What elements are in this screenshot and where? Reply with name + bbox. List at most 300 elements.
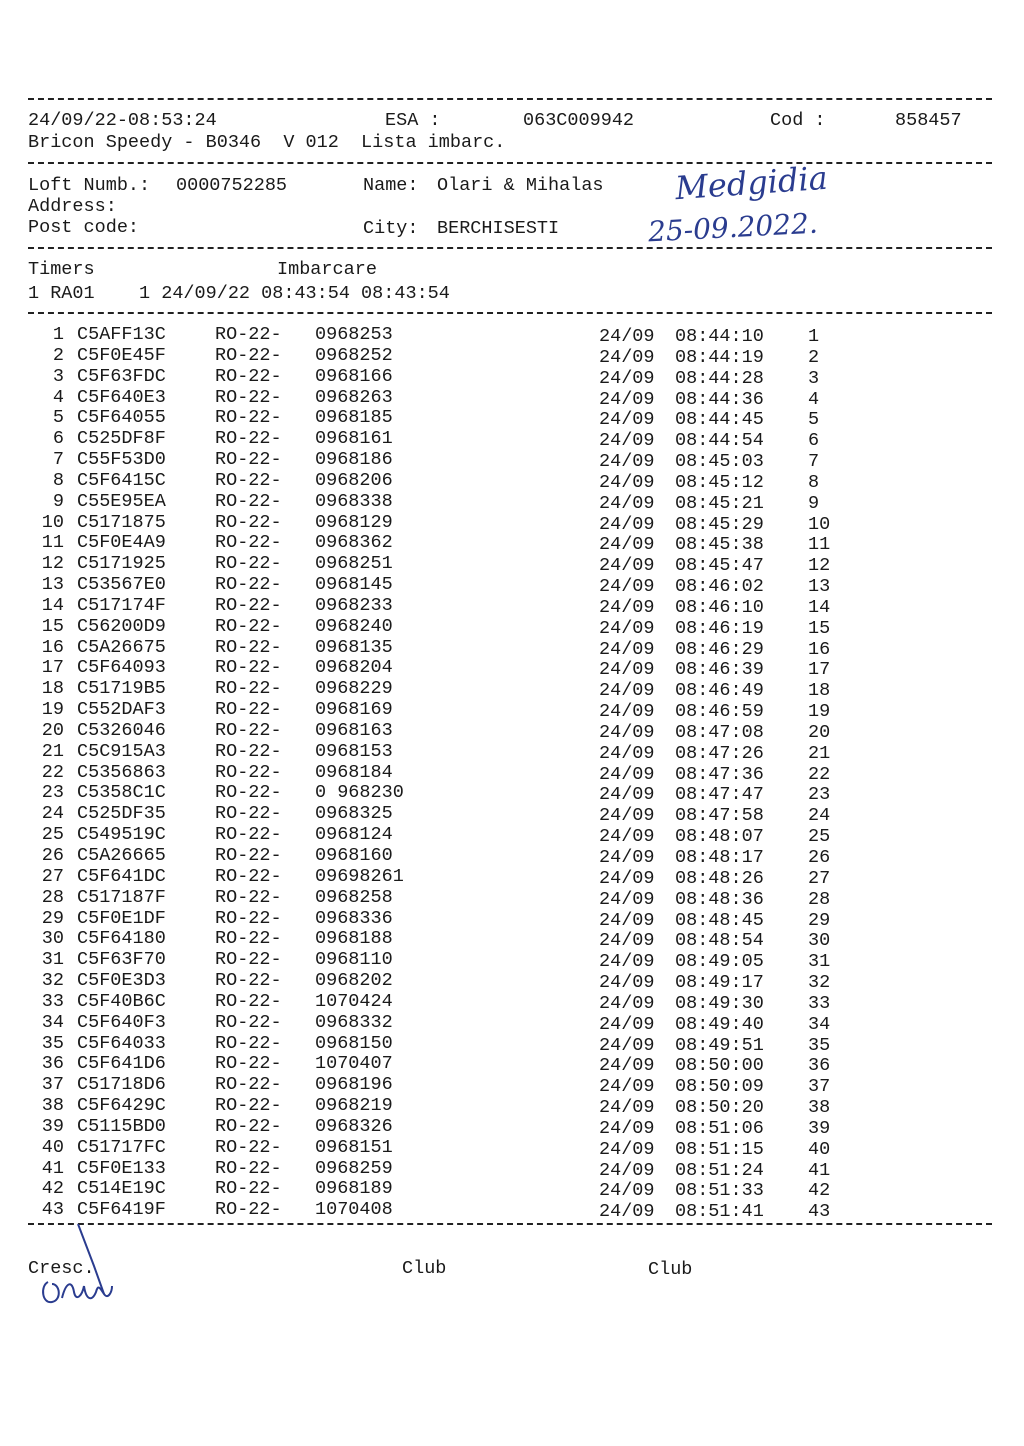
row-number: 19 (41, 699, 64, 721)
arrival-time: 08:45:47 (675, 555, 764, 577)
chip-id: C5F64033 (77, 1032, 166, 1054)
arrival-time: 08:45:03 (675, 451, 764, 473)
divider-bottom (28, 1223, 992, 1225)
ring-prefix: RO-22- (215, 1053, 282, 1075)
chip-id: C5F6429C (77, 1095, 166, 1117)
ring-prefix: RO-22- (215, 907, 282, 929)
chip-id: C51718D6 (77, 1074, 166, 1096)
city-value: BERCHISESTI (437, 218, 560, 239)
arrival-time: 08:45:29 (675, 513, 764, 535)
ring-number: 0968161 (315, 428, 393, 450)
chip-id: C5171925 (77, 553, 166, 575)
position: 20 (808, 721, 831, 743)
position: 26 (808, 847, 831, 868)
arrival-date: 24/09 (599, 805, 655, 827)
chip-id: C53567E0 (77, 574, 166, 596)
row-number: 39 (41, 1115, 64, 1137)
ring-number: 0968169 (315, 699, 393, 721)
name-value: Olari & Mihalas (437, 175, 604, 196)
postcode-label: Post code: (28, 217, 140, 238)
divider-loft (28, 247, 992, 249)
ring-prefix: RO-22- (215, 678, 282, 700)
table-row (0, 387, 1024, 408)
arrival-date: 24/09 (599, 1159, 655, 1181)
position: 35 (808, 1034, 831, 1056)
ring-number: 0968338 (315, 490, 393, 512)
table-row (0, 532, 1024, 556)
club-label-2: Club (648, 1259, 693, 1280)
position: 28 (808, 888, 831, 910)
row-number: 1 (52, 324, 64, 345)
arrival-time: 08:46:49 (675, 680, 764, 702)
ring-number: 0968186 (315, 449, 393, 471)
chip-id: C5F640F3 (77, 1011, 166, 1033)
arrival-time: 08:50:20 (675, 1097, 764, 1119)
row-number: 24 (41, 803, 64, 825)
table-row (0, 1158, 1024, 1179)
ring-prefix: RO-22- (215, 365, 282, 387)
table-row (0, 1053, 1024, 1077)
table-row (0, 970, 1024, 994)
chip-id: C552DAF3 (77, 699, 166, 721)
position: 31 (808, 951, 831, 973)
chip-id: C55F53D0 (77, 449, 166, 471)
arrival-date: 24/09 (599, 326, 655, 347)
position: 1 (808, 326, 820, 347)
arrival-time: 08:46:10 (675, 596, 764, 618)
table-row (0, 803, 1024, 827)
chip-id: C5F6419F (77, 1199, 166, 1221)
arrival-date: 24/09 (599, 430, 655, 452)
ring-number: 0968362 (315, 532, 393, 554)
row-number: 10 (41, 511, 64, 533)
arrival-date: 24/09 (599, 867, 655, 889)
ring-number: 0968185 (315, 407, 393, 429)
timer-line: 1 RA01 1 24/09/22 08:43:54 08:43:54 (28, 283, 450, 304)
chip-id: C525DF35 (77, 803, 166, 825)
position: 32 (808, 972, 831, 994)
table-row (0, 324, 1024, 345)
row-number: 23 (41, 782, 64, 804)
table-row (0, 512, 1024, 533)
ring-prefix: RO-22- (215, 490, 282, 512)
row-number: 25 (41, 824, 64, 846)
table-row (0, 491, 1024, 512)
row-number: 33 (41, 990, 64, 1012)
ring-prefix: RO-22- (215, 594, 282, 616)
position: 24 (808, 805, 831, 827)
row-number: 43 (41, 1199, 64, 1221)
ring-prefix: RO-22- (215, 324, 282, 345)
timers-label: Timers (28, 259, 95, 280)
table-row (0, 1178, 1024, 1202)
table-row (0, 1033, 1024, 1054)
row-number: 4 (52, 386, 64, 408)
arrival-date: 24/09 (599, 1034, 655, 1056)
ring-prefix: RO-22- (215, 574, 282, 596)
chip-id: C5F63F70 (77, 949, 166, 971)
arrival-date: 24/09 (599, 826, 655, 848)
arrival-date: 24/09 (599, 742, 655, 764)
position: 10 (808, 513, 831, 535)
chip-id: C514E19C (77, 1178, 166, 1200)
ring-number: 0968263 (315, 386, 393, 408)
chip-id: C5171875 (77, 511, 166, 533)
arrival-date: 24/09 (599, 576, 655, 598)
position: 37 (808, 1076, 831, 1098)
row-number: 36 (41, 1053, 64, 1075)
table-row (0, 428, 1024, 452)
ring-prefix: RO-22- (215, 699, 282, 721)
arrival-date: 24/09 (599, 972, 655, 994)
chip-id: C5358C1C (77, 782, 166, 804)
chip-id: C51717FC (77, 1136, 166, 1158)
chip-id: C5115BD0 (77, 1115, 166, 1137)
arrival-time: 08:47:26 (675, 742, 764, 764)
header-datetime: 24/09/22-08:53:24 (28, 110, 217, 131)
arrival-date: 24/09 (599, 638, 655, 660)
arrival-date: 24/09 (599, 1201, 655, 1223)
loft-label: Loft Numb.: (28, 175, 151, 196)
chip-id: C5F0E3D3 (77, 970, 166, 992)
arrival-time: 08:44:45 (675, 409, 764, 431)
arrival-time: 08:49:51 (675, 1034, 764, 1056)
position: 4 (808, 388, 820, 410)
ring-prefix: RO-22- (215, 845, 282, 866)
ring-number: 1070408 (315, 1199, 393, 1221)
esa-label: ESA : (385, 110, 441, 131)
row-number: 22 (41, 761, 64, 783)
arrival-date: 24/09 (599, 596, 655, 618)
arrival-time: 08:49:40 (675, 1013, 764, 1035)
row-number: 34 (41, 1011, 64, 1033)
position: 12 (808, 555, 831, 577)
address-label: Address: (28, 196, 117, 217)
position: 2 (808, 346, 820, 368)
arrival-time: 08:47:08 (675, 721, 764, 743)
position: 7 (808, 451, 820, 473)
ring-prefix: RO-22- (215, 657, 282, 679)
table-row (0, 637, 1024, 658)
row-number: 20 (41, 719, 64, 741)
city-label: City: (363, 218, 419, 239)
ring-prefix: RO-22- (215, 407, 282, 429)
position: 40 (808, 1138, 831, 1160)
table-row (0, 657, 1024, 681)
table-row (0, 741, 1024, 762)
arrival-time: 08:46:29 (675, 638, 764, 660)
table-row (0, 845, 1024, 866)
chip-id: C5A26665 (77, 845, 166, 866)
arrival-time: 08:49:30 (675, 992, 764, 1014)
arrival-time: 08:49:05 (675, 951, 764, 973)
row-number: 2 (52, 344, 64, 366)
ring-number: 0968326 (315, 1115, 393, 1137)
ring-number: 0968129 (315, 511, 393, 533)
chip-id: C5F64055 (77, 407, 166, 429)
arrival-date: 24/09 (599, 1097, 655, 1119)
position: 21 (808, 742, 831, 764)
ring-number: 0968163 (315, 719, 393, 741)
position: 17 (808, 659, 831, 681)
row-number: 7 (52, 449, 64, 471)
ring-number: 0968325 (315, 803, 393, 825)
arrival-time: 08:46:59 (675, 701, 764, 723)
position: 33 (808, 992, 831, 1014)
handwritten-date: 25-09.2022. (647, 206, 819, 249)
arrival-date: 24/09 (599, 930, 655, 952)
ring-prefix: RO-22- (215, 761, 282, 783)
ring-number: 0968160 (315, 845, 393, 866)
table-row (0, 366, 1024, 387)
arrival-time: 08:44:10 (675, 326, 764, 347)
ring-prefix: RO-22- (215, 740, 282, 762)
position: 16 (808, 638, 831, 660)
arrival-date: 24/09 (599, 1180, 655, 1202)
arrival-date: 24/09 (599, 367, 655, 389)
row-number: 15 (41, 615, 64, 637)
table-row (0, 699, 1024, 723)
ring-number: 0968153 (315, 740, 393, 762)
position: 36 (808, 1055, 831, 1077)
loft-value: 0000752285 (176, 175, 288, 196)
arrival-date: 24/09 (599, 617, 655, 639)
row-number: 8 (52, 469, 64, 491)
ring-number: 0968259 (315, 1157, 393, 1179)
ring-prefix: RO-22- (215, 636, 282, 658)
imbarcare-label: Imbarcare (277, 259, 377, 280)
ring-number: 0968110 (315, 949, 393, 971)
ring-number: 0968253 (315, 324, 393, 345)
ring-number: 09698261 (315, 865, 404, 887)
arrival-date: 24/09 (599, 409, 655, 431)
ring-number: 0968202 (315, 970, 393, 992)
ring-number: 0968184 (315, 761, 393, 783)
ring-prefix: RO-22- (215, 1115, 282, 1137)
position: 29 (808, 909, 831, 931)
chip-id: C517187F (77, 886, 166, 908)
ring-prefix: RO-22- (215, 865, 282, 887)
ring-prefix: RO-22- (215, 449, 282, 471)
ring-prefix: RO-22- (215, 386, 282, 408)
arrival-time: 08:48:54 (675, 930, 764, 952)
ring-number: 0968219 (315, 1095, 393, 1117)
divider-timers (28, 312, 992, 314)
row-number: 27 (41, 865, 64, 887)
ring-number: 0968196 (315, 1074, 393, 1096)
table-row (0, 991, 1024, 1012)
ring-number: 1070407 (315, 1053, 393, 1075)
chip-id: C525DF8F (77, 428, 166, 450)
position: 18 (808, 680, 831, 702)
arrival-date: 24/09 (599, 992, 655, 1014)
chip-id: C5F640E3 (77, 386, 166, 408)
position: 39 (808, 1117, 831, 1139)
arrival-time: 08:51:41 (675, 1201, 764, 1223)
club-label-1: Club (402, 1258, 447, 1279)
position: 13 (808, 576, 831, 598)
row-number: 42 (41, 1178, 64, 1200)
esa-value: 063C009942 (523, 110, 635, 131)
ring-prefix: RO-22- (215, 1136, 282, 1158)
arrival-date: 24/09 (599, 1138, 655, 1160)
arrival-time: 08:48:36 (675, 888, 764, 910)
chip-id: C51719B5 (77, 678, 166, 700)
ring-number: 0968166 (315, 365, 393, 387)
position: 8 (808, 471, 820, 493)
chip-id: C5AFF13C (77, 324, 166, 345)
ring-prefix: RO-22- (215, 344, 282, 366)
arrival-date: 24/09 (599, 680, 655, 702)
row-number: 3 (52, 365, 64, 387)
row-number: 16 (41, 636, 64, 658)
position: 22 (808, 763, 831, 785)
table-row (0, 1074, 1024, 1098)
ring-prefix: RO-22- (215, 1178, 282, 1200)
table-row (0, 1137, 1024, 1158)
ring-number: 0968252 (315, 344, 393, 366)
chip-id: C5F0E4A9 (77, 532, 166, 554)
arrival-time: 08:51:06 (675, 1117, 764, 1139)
arrival-date: 24/09 (599, 909, 655, 931)
ring-number: 0968124 (315, 824, 393, 846)
ring-prefix: RO-22- (215, 886, 282, 908)
row-number: 31 (41, 949, 64, 971)
row-number: 35 (41, 1032, 64, 1054)
ring-number: 0968233 (315, 594, 393, 616)
position: 9 (808, 492, 820, 514)
ring-number: 0968258 (315, 886, 393, 908)
ring-prefix: RO-22- (215, 1199, 282, 1221)
chip-id: C5F0E133 (77, 1157, 166, 1179)
arrival-date: 24/09 (599, 888, 655, 910)
chip-id: C55E95EA (77, 490, 166, 512)
arrival-date: 24/09 (599, 721, 655, 743)
table-row (0, 949, 1024, 973)
ring-number: 0968336 (315, 907, 393, 929)
ring-prefix: RO-22- (215, 428, 282, 450)
table-row (0, 449, 1024, 473)
arrival-date: 24/09 (599, 1117, 655, 1139)
arrival-date: 24/09 (599, 1013, 655, 1035)
ring-number: 0968332 (315, 1011, 393, 1033)
arrival-date: 24/09 (599, 346, 655, 368)
chip-id: C5C915A3 (77, 740, 166, 762)
divider-top (28, 98, 992, 100)
chip-id: C5F40B6C (77, 990, 166, 1012)
chip-id: C5326046 (77, 719, 166, 741)
position: 5 (808, 409, 820, 431)
position: 14 (808, 596, 831, 618)
row-number: 41 (41, 1157, 64, 1179)
ring-prefix: RO-22- (215, 990, 282, 1012)
position: 6 (808, 430, 820, 452)
arrival-time: 08:45:38 (675, 534, 764, 556)
row-number: 11 (41, 532, 64, 554)
table-row (0, 553, 1024, 577)
arrival-date: 24/09 (599, 555, 655, 577)
table-row (0, 1095, 1024, 1119)
arrival-date: 24/09 (599, 951, 655, 973)
arrival-time: 08:44:28 (675, 367, 764, 389)
ring-prefix: RO-22- (215, 803, 282, 825)
chip-id: C549519C (77, 824, 166, 846)
table-row (0, 616, 1024, 637)
arrival-time: 08:48:26 (675, 867, 764, 889)
table-row (0, 595, 1024, 616)
ring-prefix: RO-22- (215, 1157, 282, 1179)
cod-label: Cod : (770, 110, 826, 131)
ring-number: 0968188 (315, 928, 393, 950)
ring-prefix: RO-22- (215, 928, 282, 950)
ring-prefix: RO-22- (215, 532, 282, 554)
arrival-time: 08:50:00 (675, 1055, 764, 1077)
row-number: 28 (41, 886, 64, 908)
ring-number: 0968151 (315, 1136, 393, 1158)
ring-prefix: RO-22- (215, 719, 282, 741)
ring-prefix: RO-22- (215, 1032, 282, 1054)
ring-number: 1070424 (315, 990, 393, 1012)
ring-prefix: RO-22- (215, 511, 282, 533)
arrival-date: 24/09 (599, 471, 655, 493)
arrival-date: 24/09 (599, 534, 655, 556)
ring-number: 0968229 (315, 678, 393, 700)
row-number: 21 (41, 740, 64, 762)
cresc-label: Cresc. (28, 1258, 95, 1279)
chip-id: C5F641DC (77, 865, 166, 887)
arrival-time: 08:47:58 (675, 805, 764, 827)
row-number: 40 (41, 1136, 64, 1158)
table-row (0, 1012, 1024, 1033)
ring-number: 0968251 (315, 553, 393, 575)
ring-number: 0968189 (315, 1178, 393, 1200)
arrival-time: 08:46:39 (675, 659, 764, 681)
ring-prefix: RO-22- (215, 615, 282, 637)
table-row (0, 574, 1024, 598)
chip-id: C5F0E45F (77, 344, 166, 366)
arrival-date: 24/09 (599, 1055, 655, 1077)
arrival-date: 24/09 (599, 659, 655, 681)
arrival-time: 08:48:17 (675, 847, 764, 868)
position: 19 (808, 701, 831, 723)
ring-prefix: RO-22- (215, 553, 282, 575)
table-row (0, 1116, 1024, 1137)
arrival-time: 08:48:45 (675, 909, 764, 931)
ring-prefix: RO-22- (215, 1074, 282, 1096)
arrival-time: 08:44:19 (675, 346, 764, 368)
divider-header (28, 162, 992, 164)
row-number: 12 (41, 553, 64, 575)
row-number: 6 (52, 428, 64, 450)
table-row (0, 470, 1024, 491)
arrival-date: 24/09 (599, 1076, 655, 1098)
position: 15 (808, 617, 831, 639)
ring-number: 0968204 (315, 657, 393, 679)
row-number: 5 (52, 407, 64, 429)
chip-id: C5F63FDC (77, 365, 166, 387)
handwritten-place: Medgidia (673, 158, 829, 208)
arrival-time: 08:47:47 (675, 784, 764, 806)
row-number: 32 (41, 970, 64, 992)
ring-number: 0968135 (315, 636, 393, 658)
ring-number: 0968150 (315, 1032, 393, 1054)
chip-id: C5F64180 (77, 928, 166, 950)
table-row (0, 678, 1024, 702)
row-number: 30 (41, 928, 64, 950)
chip-id: C5356863 (77, 761, 166, 783)
table-row (0, 720, 1024, 741)
arrival-date: 24/09 (599, 388, 655, 410)
